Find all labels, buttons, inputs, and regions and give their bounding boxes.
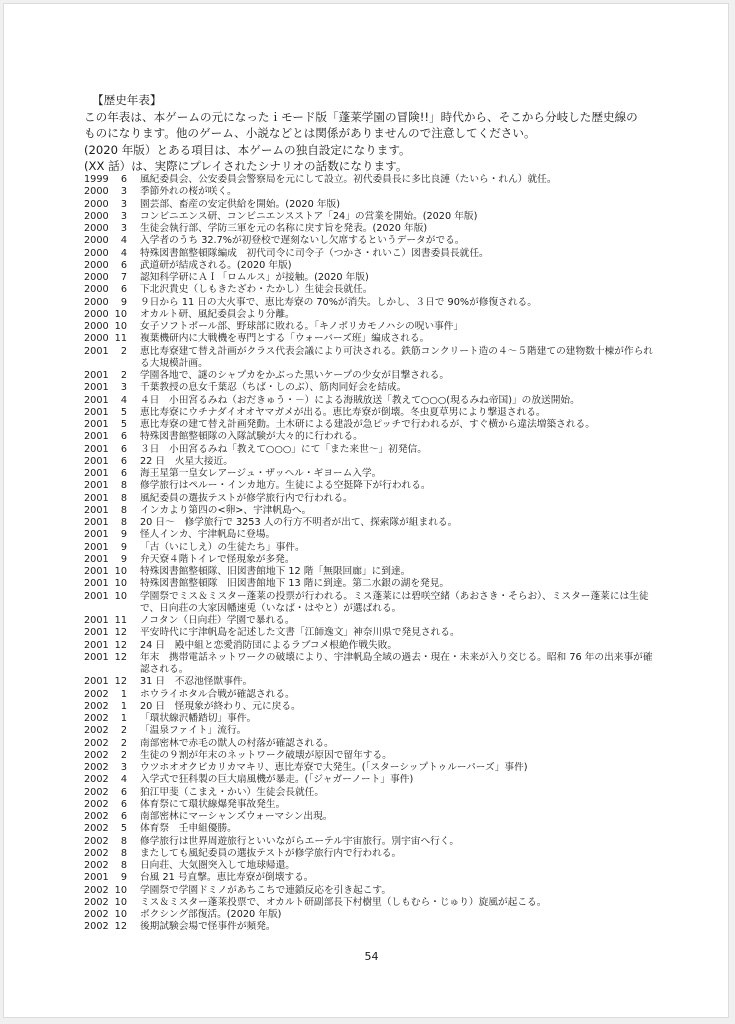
entry-month: 9: [120, 541, 127, 553]
page-number: 54: [364, 950, 379, 963]
timeline-entry: [84, 272, 654, 284]
timeline-entry: [84, 284, 654, 296]
entry-text: コンビニエンス研、コンビニエンスストア「24」の営業を開始。(2020 年版): [140, 210, 478, 222]
entry-month: 9: [120, 529, 127, 541]
entry-text: 学園祭でミス＆ミスター蓬莱の投票が行われる。ミス蓬莱には碧咲空緒（あおさき・そらお）、ミスター蓬莱には生徒で、日向荘の大家因幡速兎（いなば・はやと）が選ばれる。: [140, 590, 649, 614]
entry-text: 修学旅行は世界周遊旅行といいながらエーテル宇宙旅行。別宇宙へ行く。: [140, 835, 460, 847]
entry-year: 2001: [84, 382, 109, 394]
entry-text: 体育祭にて環状線爆発事故発生。: [140, 798, 286, 810]
entry-text: 学園各地で、謎のシャプカをかぶった黒いケープの少女が目撃される。: [140, 370, 450, 381]
timeline-entry: [84, 713, 654, 725]
entry-text: 修学旅行はペルー・インカ地方。生徒による空挺降下が行われる。: [140, 480, 431, 492]
entry-month: 3: [120, 762, 127, 773]
entry-text: 特殊図書館整頓隊編成 初代司令に司令子（つかさ・れいこ）図書委員長就任。: [140, 247, 489, 259]
section-title: 【歴史年表】: [92, 93, 162, 107]
entry-year: 2001: [84, 676, 109, 688]
entry-month: 12: [114, 627, 127, 639]
entry-text: ９日から 11 日の大火事で、恵比寿寮の 70%が消失。しかし、３日で 90%が修復される。: [140, 296, 537, 308]
entry-text: 園芸部、畜産の安定供給を開始。(2020 年版): [140, 198, 340, 210]
entry-text: インカより第四の<卵>、宇津帆島へ。: [140, 504, 312, 516]
intro-line: この年表は、本ゲームの元になったｉモード版「蓬莱学園の冒険!!」時代から、そこから分岐した歴史線の: [84, 109, 638, 124]
entry-month: 10: [114, 321, 127, 332]
timeline-entry: [84, 885, 654, 897]
entry-year: 2002: [84, 688, 109, 700]
entry-year: 2001: [84, 872, 109, 884]
entry-month: 6: [120, 284, 127, 296]
entry-year: 2001: [84, 492, 109, 504]
entry-month: 5: [120, 823, 127, 835]
entry-month: 8: [120, 847, 127, 859]
entry-text: 女子ソフトボール部、野球部に敗れる。「キノボリカモノハシの呪い事件」: [140, 321, 464, 332]
intro-section: [84, 92, 644, 175]
entry-year: 2001: [84, 345, 109, 357]
entry-month: 3: [120, 210, 127, 222]
timeline-entry: [84, 640, 654, 652]
entry-text: 季節外れの桜が咲く。: [140, 186, 237, 198]
entry-year: 2001: [84, 394, 109, 406]
entry-year: 1999: [84, 174, 109, 185]
timeline-entry: [84, 689, 654, 701]
entry-text: 24 日 殿中組と恋愛消防団によるラブコメ根絶作戦失敗。: [140, 639, 398, 651]
entry-text: 年末 携帯電話ネットワークの破壊により、宇津帆島全域の過去・現在・未来が入り交じる。昭和 76 年の出来事が確認される。: [140, 651, 653, 675]
entry-year: 2002: [84, 909, 109, 920]
timeline-entry: [84, 750, 654, 762]
timeline-entry: [84, 419, 654, 431]
entry-month: 11: [114, 333, 127, 345]
timeline-entry: [84, 836, 654, 848]
timeline-entry: [84, 186, 654, 198]
entry-year: 2000: [84, 284, 109, 296]
entry-month: 2: [120, 370, 127, 381]
timeline-entry: [84, 823, 654, 835]
entry-text: 風紀委員会、公安委員会警察局を元にして設立。初代委員長に多比良漣（たいら・れん）就任。: [140, 174, 557, 185]
entry-month: 8: [120, 860, 127, 871]
timeline-entry: [84, 395, 654, 407]
timeline-entry: [84, 407, 654, 419]
timeline-entry: [84, 701, 654, 713]
entry-year: 2000: [84, 247, 109, 259]
entry-month: 12: [114, 651, 127, 663]
entry-month: 6: [120, 259, 127, 271]
entry-month: 3: [120, 186, 127, 198]
entry-text: 「環状線沢幡踏切」事件。: [140, 713, 257, 724]
entry-year: 2001: [84, 590, 109, 602]
entry-year: 2000: [84, 308, 109, 320]
entry-month: 6: [120, 798, 127, 810]
timeline-entry: [84, 787, 654, 799]
entry-text: 恵比寿寮の建て替え計画発動。土木研による建設が急ピッチで行われるが、すぐ横から違法増築される。: [140, 419, 595, 430]
entry-text: ３日 小田宮るみね「教えて○○○」にて「また来世～」初発信。: [140, 443, 427, 455]
entry-month: 10: [114, 909, 127, 920]
entry-year: 2001: [84, 615, 109, 626]
entry-year: 2001: [84, 468, 109, 479]
entry-year: 2002: [84, 798, 109, 810]
timeline-entry: [84, 799, 654, 811]
entry-month: 2: [120, 737, 127, 749]
timeline-entry: [84, 578, 654, 590]
entry-month: 7: [120, 272, 127, 283]
entry-month: 10: [114, 308, 127, 320]
entry-month: 4: [120, 247, 127, 259]
entry-year: 2002: [84, 811, 109, 822]
entry-year: 2002: [84, 700, 109, 712]
entry-month: 11: [114, 615, 127, 626]
timeline-entry: [84, 566, 654, 578]
entry-year: 2001: [84, 443, 109, 455]
entry-text: ノコタン（日向荘）学園で暴れる。: [140, 615, 295, 626]
entry-month: 8: [120, 480, 127, 492]
entry-text: 日向荘、大気圏突入して地球帰還。: [140, 860, 295, 871]
entry-text: ４日 小田宮るみね（おだきゅう・－）による海賊放送「教えて○○○(現るみね帝国)」の放送開始。: [140, 394, 580, 406]
entry-text: 体育祭 壬申組優勝。: [140, 823, 237, 835]
timeline-entry: [84, 676, 654, 688]
timeline-entry: [84, 370, 654, 382]
entry-year: 2002: [84, 713, 109, 724]
entry-month: 10: [114, 578, 127, 590]
timeline-entry: [84, 860, 654, 872]
timeline-entry: [84, 431, 654, 443]
entry-month: 1: [120, 688, 127, 700]
timeline-entry: [84, 921, 654, 933]
entry-month: 4: [120, 774, 127, 786]
entry-text: 怪人インカ、宇津帆島に登場。: [140, 529, 276, 541]
entry-year: 2000: [84, 235, 109, 247]
entry-text: 恵比寿寮にウチナダイオオヤマガメが出る。恵比寿寮が倒壊。冬虫夏草男により撃退される。: [140, 406, 546, 418]
entry-year: 2000: [84, 259, 109, 271]
entry-month: 5: [120, 406, 127, 418]
entry-year: 2002: [84, 737, 109, 749]
entry-text: 31 日 不忍池怪獣事件。: [140, 676, 253, 688]
entry-text: 認知科学研にＡＩ「ロムルス」が接触。(2020 年版): [140, 272, 369, 283]
entry-year: 2002: [84, 786, 109, 798]
entry-year: 2002: [84, 823, 109, 835]
entry-year: 2001: [84, 553, 109, 565]
entry-year: 2001: [84, 406, 109, 418]
intro-line: (2020 年版）とある項目は、本ゲームの独自設定になります。: [84, 142, 411, 157]
timeline-entry: [84, 309, 654, 321]
entry-year: 2000: [84, 223, 109, 234]
entry-year: 2001: [84, 566, 109, 577]
timeline-entry: [84, 297, 654, 309]
timeline-entry: [84, 811, 654, 823]
entry-year: 2001: [84, 627, 109, 639]
timeline-entry: [84, 774, 654, 786]
entry-text: 特殊図書館整頓隊 旧図書館地下 13 階に到達。第二水銀の湖を発見。: [140, 578, 450, 590]
entry-month: 6: [120, 174, 127, 185]
intro-line: ものになります。他のゲーム、小説などとは関係がありませんので注意してください。: [84, 126, 536, 141]
intro-line: (XX 話）は、実際にプレイされたシナリオの話数になります。: [84, 159, 408, 174]
entry-month: 8: [120, 835, 127, 847]
timeline-entry: [84, 444, 654, 456]
entry-text: 後期試験会場で怪事件が頻発。: [140, 921, 276, 933]
entry-month: 6: [120, 431, 127, 443]
timeline-entry: [84, 517, 654, 529]
entry-year: 2000: [84, 272, 109, 283]
entry-year: 2000: [84, 198, 109, 210]
timeline-entry: [84, 260, 654, 272]
timeline-entry: [84, 382, 654, 394]
entry-month: 9: [120, 296, 127, 308]
timeline-entry: [84, 174, 654, 186]
timeline-entry: [84, 762, 654, 774]
entry-month: 12: [114, 639, 127, 651]
timeline-entry: [84, 493, 654, 505]
entry-month: 3: [120, 198, 127, 210]
timeline-entry: [84, 542, 654, 554]
timeline-entry: [84, 456, 654, 468]
entry-text: 「古（いにしえ）の生徒たち」事件。: [140, 541, 305, 553]
timeline-entry: [84, 897, 654, 909]
entry-year: 2002: [84, 884, 109, 896]
entry-month: 4: [120, 235, 127, 247]
entry-year: 2002: [84, 896, 109, 908]
entry-year: 2001: [84, 455, 109, 467]
entry-month: 4: [120, 394, 127, 406]
entry-year: 2002: [84, 847, 109, 859]
entry-text: ウツホオオクビカリカマキリ、恵比寿寮で大発生。(「スターシップトゥルーパーズ」事件): [140, 762, 528, 773]
entry-text: 海王星第一皇女レアージュ・ザッヘル・ギヨーム入学。: [140, 468, 382, 479]
entry-month: 5: [120, 419, 127, 430]
entry-month: 8: [120, 504, 127, 516]
timeline-entry: [84, 248, 654, 260]
entry-month: 9: [120, 553, 127, 565]
entry-year: 2000: [84, 333, 109, 345]
entry-text: 生徒の９割が年末のネットワーク破壊が原因で留年する。: [140, 749, 392, 761]
entry-text: 台風 21 号直撃。恵比寿寮が倒壊する。: [140, 872, 314, 884]
timeline-entry: [84, 872, 654, 884]
timeline-entry: [84, 211, 654, 223]
entry-month: 10: [114, 896, 127, 908]
entry-month: 9: [120, 872, 127, 884]
timeline-entry: [84, 529, 654, 541]
entry-text: 特殊図書館整頓隊の入隊試験が大々的に行われる。: [140, 431, 363, 443]
entry-year: 2002: [84, 774, 109, 786]
entry-text: 狛江甲斐（こまえ・かい）生徒会長就任。: [140, 786, 325, 798]
entry-month: 6: [120, 455, 127, 467]
entry-month: 8: [120, 492, 127, 504]
timeline-entry: [84, 199, 654, 211]
entry-year: 2001: [84, 504, 109, 516]
entry-year: 2002: [84, 860, 109, 871]
entry-text: 下北沢貴史（しもきたざわ・たかし）生徒会長就任。: [140, 284, 373, 296]
entry-year: 2001: [84, 517, 109, 528]
timeline-entry: [84, 652, 654, 677]
entry-text: 入学式で狂科製の巨大扇風機が暴走。(「ジャガーノート」事件): [140, 774, 414, 786]
entry-text: 学園祭で学園ドミノがあちこちで連鎖反応を引き起こす。: [140, 884, 392, 896]
entry-year: 2002: [84, 835, 109, 847]
timeline-entry: [84, 909, 654, 921]
timeline-entry: [84, 505, 654, 517]
entry-year: 2001: [84, 529, 109, 541]
entry-text: 特殊図書館整頓隊、旧図書館地下 12 階「無限回廊」に到達。: [140, 566, 411, 577]
entry-month: 6: [120, 811, 127, 822]
entry-month: 8: [120, 517, 127, 528]
entry-text: ミス＆ミスター蓬莱投票で、オカルト研副部長下村樹里（しもむら・じゅり）旋風が起こる。: [140, 896, 547, 908]
entry-text: 20 日 怪現象が終わり、元に戻る。: [140, 700, 301, 712]
entry-text: 風紀委員の選抜テストが修学旅行内で行われる。: [140, 492, 353, 504]
entry-year: 2000: [84, 321, 109, 332]
entry-year: 2001: [84, 541, 109, 553]
entry-month: 12: [114, 676, 127, 688]
timeline-entry: [84, 346, 654, 371]
entry-month: 2: [120, 725, 127, 737]
entry-month: 3: [120, 223, 127, 234]
entry-year: 2001: [84, 578, 109, 590]
entry-text: オカルト研、風紀委員会より分離。: [140, 308, 295, 320]
timeline-entry: [84, 627, 654, 639]
entry-text: 恵比寿寮建て替え計画がクラス代表会議により可決される。鉄筋コンクリート造の４～５階建ての建物数十棟が作られる大規模計画。: [140, 345, 653, 369]
timeline-entry: [84, 591, 654, 616]
entry-year: 2000: [84, 210, 109, 222]
entry-text: 南部密林で赤毛の獣人の村落が確認される。: [140, 737, 334, 749]
entry-year: 2000: [84, 186, 109, 198]
timeline-entry: [84, 738, 654, 750]
entry-year: 2001: [84, 370, 109, 381]
entry-text: 生徒会執行部、学防三軍を元の名称に戻す旨を発表。(2020 年版): [140, 223, 428, 234]
timeline-entry: [84, 725, 654, 737]
entry-month: 6: [120, 786, 127, 798]
entry-month: 2: [120, 749, 127, 761]
entry-month: 10: [114, 884, 127, 896]
entry-year: 2002: [84, 762, 109, 773]
entry-year: 2001: [84, 431, 109, 443]
timeline-list: [84, 174, 654, 934]
entry-month: 6: [120, 443, 127, 455]
entry-month: 3: [120, 382, 127, 394]
timeline-entry: [84, 468, 654, 480]
entry-text: 入学者のうち 32.7%が初登校で遅刻ないし欠席するというデータがでる。: [140, 235, 465, 247]
entry-month: 1: [120, 700, 127, 712]
entry-month: 1: [120, 713, 127, 724]
timeline-entry: [84, 615, 654, 627]
entry-text: 弁天寮４階トイレで怪現象が多発。: [140, 553, 295, 565]
entry-year: 2002: [84, 725, 109, 737]
entry-text: 千葉教授の息女千葉忍（ちば・しのぶ）、筋肉同好会を結成。: [140, 382, 407, 394]
entry-text: 複葉機研内に大戦機を専門とする「ウォーバーズ班」編成される。: [140, 333, 430, 345]
entry-year: 2001: [84, 480, 109, 492]
entry-text: 「温泉ファイト」流行。: [140, 725, 247, 737]
entry-text: またしても風紀委員の選抜テストが修学旅行内で行われる。: [140, 847, 402, 859]
entry-year: 2001: [84, 651, 109, 663]
entry-year: 2002: [84, 921, 109, 933]
timeline-entry: [84, 333, 654, 345]
entry-text: 南部密林にマーシャンズウォーマシン出現。: [140, 811, 333, 822]
timeline-entry: [84, 321, 654, 333]
timeline-entry: [84, 223, 654, 235]
document-page: [3, 3, 729, 1018]
entry-month: 2: [120, 345, 127, 357]
timeline-entry: [84, 554, 654, 566]
entry-text: ホウライホタル合戦が確認される。: [140, 688, 295, 700]
entry-year: 2001: [84, 419, 109, 430]
entry-text: 武道研が結成される。(2020 年版): [140, 259, 292, 271]
entry-text: 22 日 火星大接近。: [140, 455, 233, 467]
entry-month: 10: [114, 590, 127, 602]
entry-month: 6: [120, 468, 127, 479]
timeline-entry: [84, 235, 654, 247]
entry-month: 12: [114, 921, 127, 933]
entry-text: ボクシング部復活。(2020 年版): [140, 909, 282, 920]
entry-year: 2000: [84, 296, 109, 308]
entry-year: 2001: [84, 639, 109, 651]
entry-text: 平安時代に宇津帆島を記述した文書「江師逸文」神奈川県で発見される。: [140, 627, 460, 639]
timeline-entry: [84, 848, 654, 860]
entry-year: 2002: [84, 749, 109, 761]
timeline-entry: [84, 480, 654, 492]
entry-text: 20 日～ 修学旅行で 3253 人の行方不明者が出て、探索隊が組まれる。: [140, 517, 458, 528]
entry-month: 10: [114, 566, 127, 577]
